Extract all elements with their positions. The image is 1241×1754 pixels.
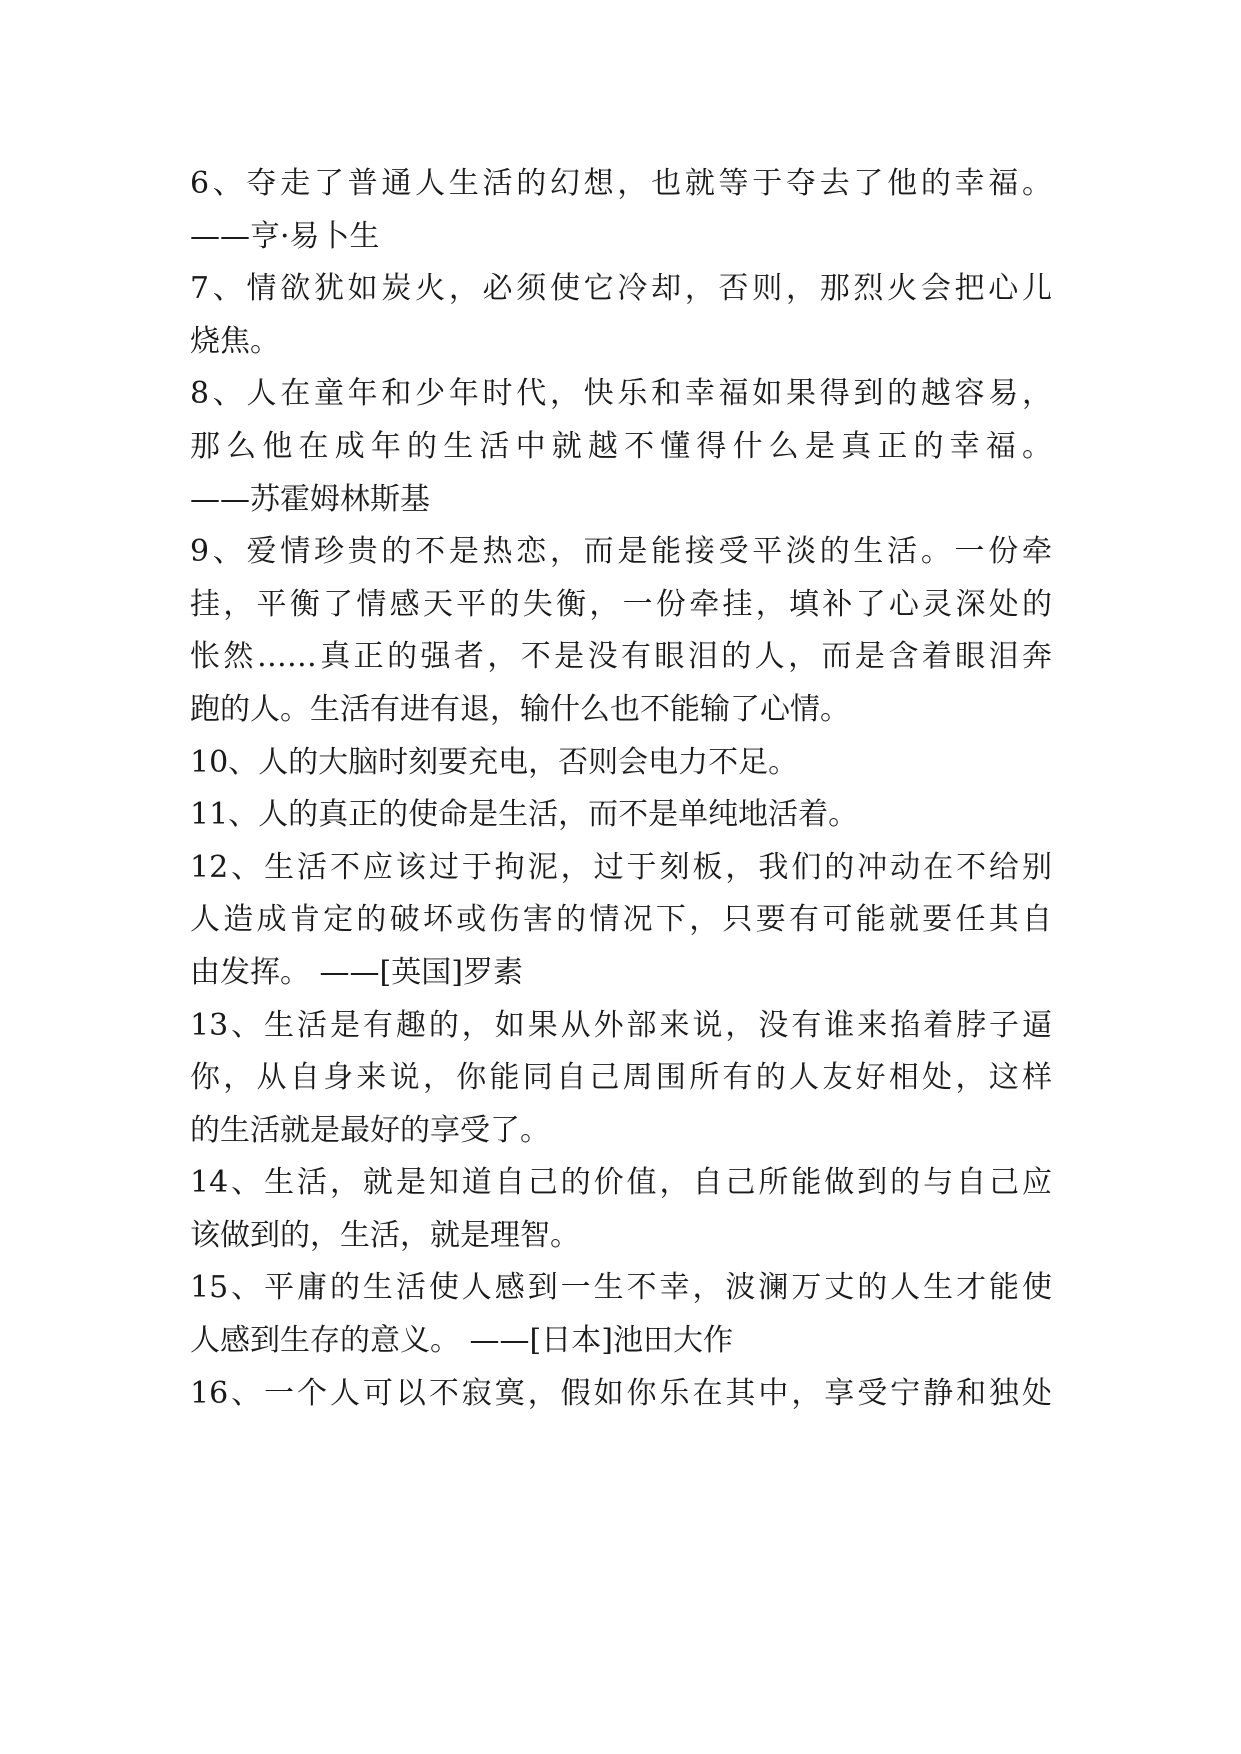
text-line: ——苏霍姆林斯基 <box>190 481 430 517</box>
text-line: 15、平庸的生活使人感到一生不幸，波澜万丈的人生才能使 <box>190 1270 1052 1306</box>
text-line: 6、夺走了普通人生活的幻想，也就等于夺去了他的幸福。 <box>190 166 1052 201</box>
text-line: 10、人的大脑时刻要充电，否则会电力不足。 <box>190 744 799 780</box>
text-line: 由发挥。 ——[英国]罗素 <box>190 954 523 990</box>
text-line: 烧焦。 <box>190 323 280 359</box>
text-line: 14、生活，就是知道自己的价值，自己所能做到的与自己应 <box>190 1165 1052 1201</box>
text-line: ——亨·易卜生 <box>190 218 380 254</box>
text-line: 的生活就是最好的享受了。 <box>190 1112 550 1148</box>
text-line: 挂，平衡了情感天平的失衡，一份牵挂，填补了心灵深处的 <box>190 586 1052 622</box>
text-line: 你，从自身来说，你能同自己周围所有的人友好相处，这样 <box>190 1060 1052 1096</box>
text-line: 8、人在童年和少年时代，快乐和幸福如果得到的越容易， <box>190 376 1052 412</box>
text-line: 该做到的，生活，就是理智。 <box>190 1217 580 1253</box>
text-line: 人造成肯定的破坏或伤害的情况下，只要有可能就要任其自 <box>190 902 1052 938</box>
text-line: 7、情欲犹如炭火，必须使它冷却，否则，那烈火会把心儿 <box>190 271 1052 307</box>
text-line: 那么他在成年的生活中就越不懂得什么是真正的幸福。 <box>190 428 1052 464</box>
text-line: 16、一个人可以不寂寞，假如你乐在其中，享受宁静和独处 <box>190 1375 1052 1411</box>
text-line: 9、爱情珍贵的不是热恋，而是能接受平淡的生活。一份牵 <box>190 534 1052 570</box>
text-line: 12、生活不应该过于拘泥，过于刻板，我们的冲动在不给别 <box>190 849 1052 885</box>
document-body <box>190 158 1052 1420</box>
text-line: 怅然……真正的强者，不是没有眼泪的人，而是含着眼泪奔 <box>190 639 1052 675</box>
text-line: 13、生活是有趣的，如果从外部来说，没有谁来掐着脖子逼 <box>190 1007 1052 1043</box>
text-line: 11、人的真正的使命是生活，而不是单纯地活着。 <box>190 797 859 833</box>
text-line: 人感到生存的意义。 ——[日本]池田大作 <box>190 1323 733 1359</box>
text-line: 跑的人。生活有进有退，输什么也不能输了心情。 <box>190 691 850 727</box>
